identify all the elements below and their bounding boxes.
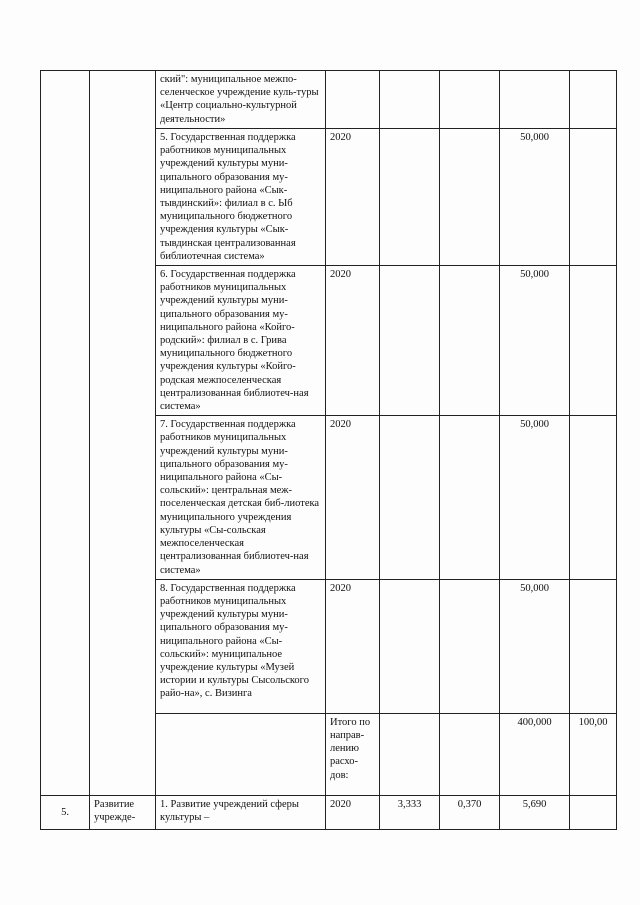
cell-share <box>570 266 617 416</box>
cell-description: ский": муниципальное межпо-селенческое учреждение куль-туры «Центр социально-культурной деятельности» <box>156 71 326 129</box>
cell-description: 5. Государственная поддержка работников муниципальных учреждений культуры муни-ципального образования му-ниципального района «Сык-тывдинский»: филиал в с. Ыб муниципального бюджетного учреждения культуры «Сык-тывдинская централизованная библиотечная система» <box>156 129 326 266</box>
cell-year: 2020 <box>326 579 380 713</box>
total-share: 100,00 <box>570 713 617 795</box>
cell-amount <box>500 71 570 129</box>
cell-share <box>570 129 617 266</box>
total-amount: 400,000 <box>500 713 570 795</box>
cell-amount: 50,000 <box>500 416 570 579</box>
cell-number <box>41 71 90 796</box>
cell-year: 2020 <box>326 266 380 416</box>
total-label: Итого по направ-лению расхо-дов: <box>326 713 380 795</box>
cell-description: 6. Государственная поддержка работников муниципальных учреждений культуры муни-ципального образования му-ниципального района «Койго-родский»: филиал в с. Грива муниципального бюджетного учреждения культуры «Койго-родская межпоселенческая централизованная библиотеч-ная система» <box>156 266 326 416</box>
table-row <box>41 71 617 129</box>
budget-table <box>40 70 617 830</box>
cell-value <box>380 129 440 266</box>
cell-value <box>440 71 500 129</box>
cell-amount: 50,000 <box>500 579 570 713</box>
cell-value <box>380 71 440 129</box>
cell-description: 8. Государственная поддержка работников муниципальных учреждений культуры муни-ципального образования му-ниципального района «Сы-сольский»: муниципальное учреждение культуры «Музей истории и культуры Сысольского райо-на», с. Визинга <box>156 579 326 713</box>
cell-amount: 50,000 <box>500 129 570 266</box>
cell-description <box>156 713 326 795</box>
cell-value <box>380 579 440 713</box>
cell-share <box>570 579 617 713</box>
cell-section: Развитие учрежде- <box>90 795 156 829</box>
table-row <box>41 795 617 829</box>
cell-description: 1. Развитие учреждений сферы культуры – <box>156 795 326 829</box>
cell-value <box>440 266 500 416</box>
cell-year: 2020 <box>326 795 380 829</box>
cell-value <box>440 713 500 795</box>
cell-section <box>90 71 156 796</box>
cell-number: 5. <box>41 795 90 829</box>
cell-value <box>440 129 500 266</box>
cell-share <box>570 795 617 829</box>
cell-year: 2020 <box>326 129 380 266</box>
cell-value <box>380 416 440 579</box>
cell-value <box>440 416 500 579</box>
cell-year: 2020 <box>326 416 380 579</box>
cell-value <box>440 579 500 713</box>
cell-description: 7. Государственная поддержка работников муниципальных учреждений культуры муни-ципального образования му-ниципального района «Сы-сольский»: центральная меж-поселенческая детская биб-лиотека муниципального учреждения культуры «Сы-сольская межпоселенческая централизованная библиотеч-ная система» <box>156 416 326 579</box>
cell-value: 0,370 <box>440 795 500 829</box>
cell-value <box>380 266 440 416</box>
cell-amount: 5,690 <box>500 795 570 829</box>
cell-amount: 50,000 <box>500 266 570 416</box>
cell-value <box>380 713 440 795</box>
cell-year <box>326 71 380 129</box>
cell-value: 3,333 <box>380 795 440 829</box>
cell-share <box>570 416 617 579</box>
cell-share <box>570 71 617 129</box>
